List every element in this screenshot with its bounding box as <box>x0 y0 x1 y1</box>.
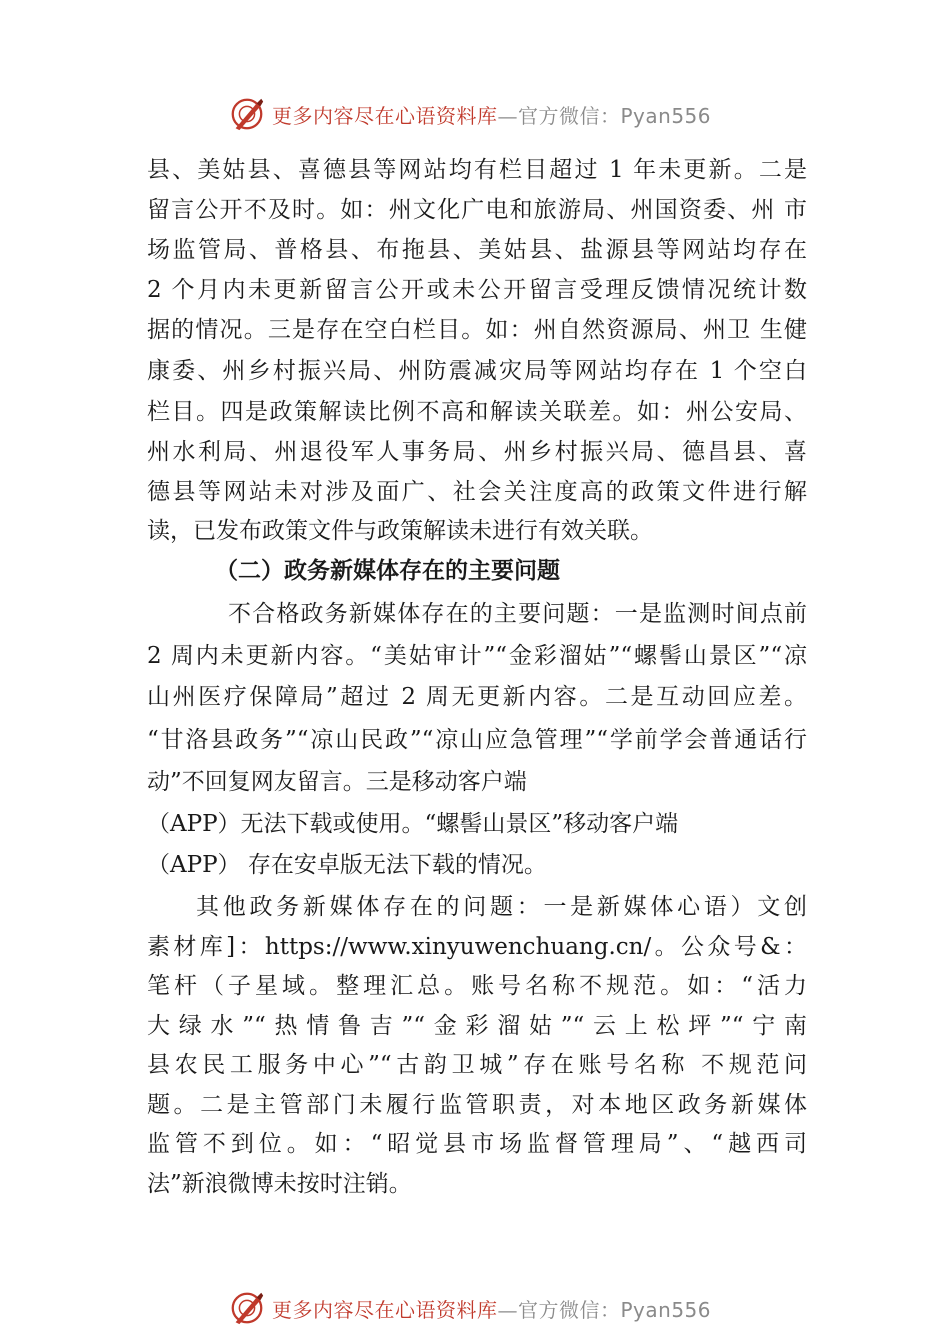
footer-banner <box>228 1288 748 1328</box>
body-line: 不合格政务新媒体存在的主要问题：一是监测时间点前 <box>228 601 807 627</box>
body-line: 法”新浪微博未按时注销。 <box>147 1171 412 1197</box>
footer-banner-text <box>272 1294 711 1323</box>
body-line: 县农民工服务中心”“古韵卫城”存在账号名称 不规范问 <box>147 1052 807 1078</box>
section-heading: （二）政务新媒体存在的主要问题 <box>215 557 560 584</box>
header-banner-sep: — <box>497 103 518 128</box>
body-line: 栏目。四是政策解读比例不高和解读关联差。如：州公安局、 <box>147 399 807 425</box>
body-line: （APP）无法下载或使用。“螺髻山景区”移动客户端 <box>147 811 679 837</box>
body-line: 据的情况。三是存在空白栏目。如：州自然资源局、州卫 生健 <box>147 317 807 343</box>
body-line: 州水利局、州退役军人事务局、州乡村振兴局、德昌县、喜 <box>147 439 807 465</box>
header-banner-main: 更多内容尽在心语资料库 <box>272 103 498 128</box>
body-line: “甘洛县政务”“凉山民政”“凉山应急管理”“学前学会普通话行 <box>147 727 807 753</box>
footer-banner-main: 更多内容尽在心语资料库 <box>272 1297 498 1322</box>
body-line: 康委、州乡村振兴局、州防震减灾局等网站均存在 1 个空白 <box>147 358 807 384</box>
body-line: 山州医疗保障局”超过 2 周无更新内容。二是互动回应差。 <box>147 684 807 710</box>
header-banner-id: Pyan556 <box>620 103 712 128</box>
body-line: （APP） 存在安卓版无法下载的情况。 <box>147 852 547 878</box>
body-line: 笔杆（子星域。整理汇总。账号名称不规范。如：“活力 <box>147 973 807 999</box>
body-line: 素材库]：https://www.xinyuwenchuang.cn/。公众号&： <box>147 934 807 960</box>
body-line: 2 周内未更新内容。“美姑审计”“金彩溜姑”“螺髻山景区”“凉 <box>147 643 807 669</box>
footer-banner-id: Pyan556 <box>620 1297 712 1322</box>
header-banner-text <box>272 100 711 129</box>
body-line: 其他政务新媒体存在的问题：一是新媒体心语）文创 <box>196 894 807 920</box>
body-line: 县、美姑县、喜德县等网站均有栏目超过 1 年未更新。二是 <box>147 157 807 183</box>
footer-banner-sep: — <box>497 1297 518 1322</box>
footer-banner-wechat: 官方微信： <box>518 1297 621 1322</box>
pen-logo-icon <box>228 1289 266 1327</box>
header-banner <box>228 94 748 134</box>
body-line: 留言公开不及时。如：州文化广电和旅游局、州国资委、州 市 <box>147 197 807 223</box>
body-line: 大绿水”“热情鲁吉”“金彩溜姑”“云上松坪”“宁南 <box>147 1013 807 1039</box>
body-line: 场监管局、普格县、布拖县、美姑县、盐源县等网站均存在 <box>147 237 807 263</box>
body-line: 题。二是主管部门未履行监管职责，对本地区政务新媒体 <box>147 1092 807 1118</box>
body-line: 2 个月内未更新留言公开或未公开留言受理反馈情况统计数 <box>147 277 807 303</box>
body-line: 动”不回复网友留言。三是移动客户端 <box>147 769 527 795</box>
body-line: 德县等网站未对涉及面广、社会关注度高的政策文件进行解 <box>147 479 807 505</box>
body-line: 读，已发布政策文件与政策解读未进行有效关联。 <box>147 518 653 544</box>
body-line: 监管不到位。如：“昭觉县市场监督管理局”、“越西司 <box>147 1131 807 1157</box>
header-banner-wechat: 官方微信： <box>518 103 621 128</box>
pen-logo-icon <box>228 95 266 133</box>
